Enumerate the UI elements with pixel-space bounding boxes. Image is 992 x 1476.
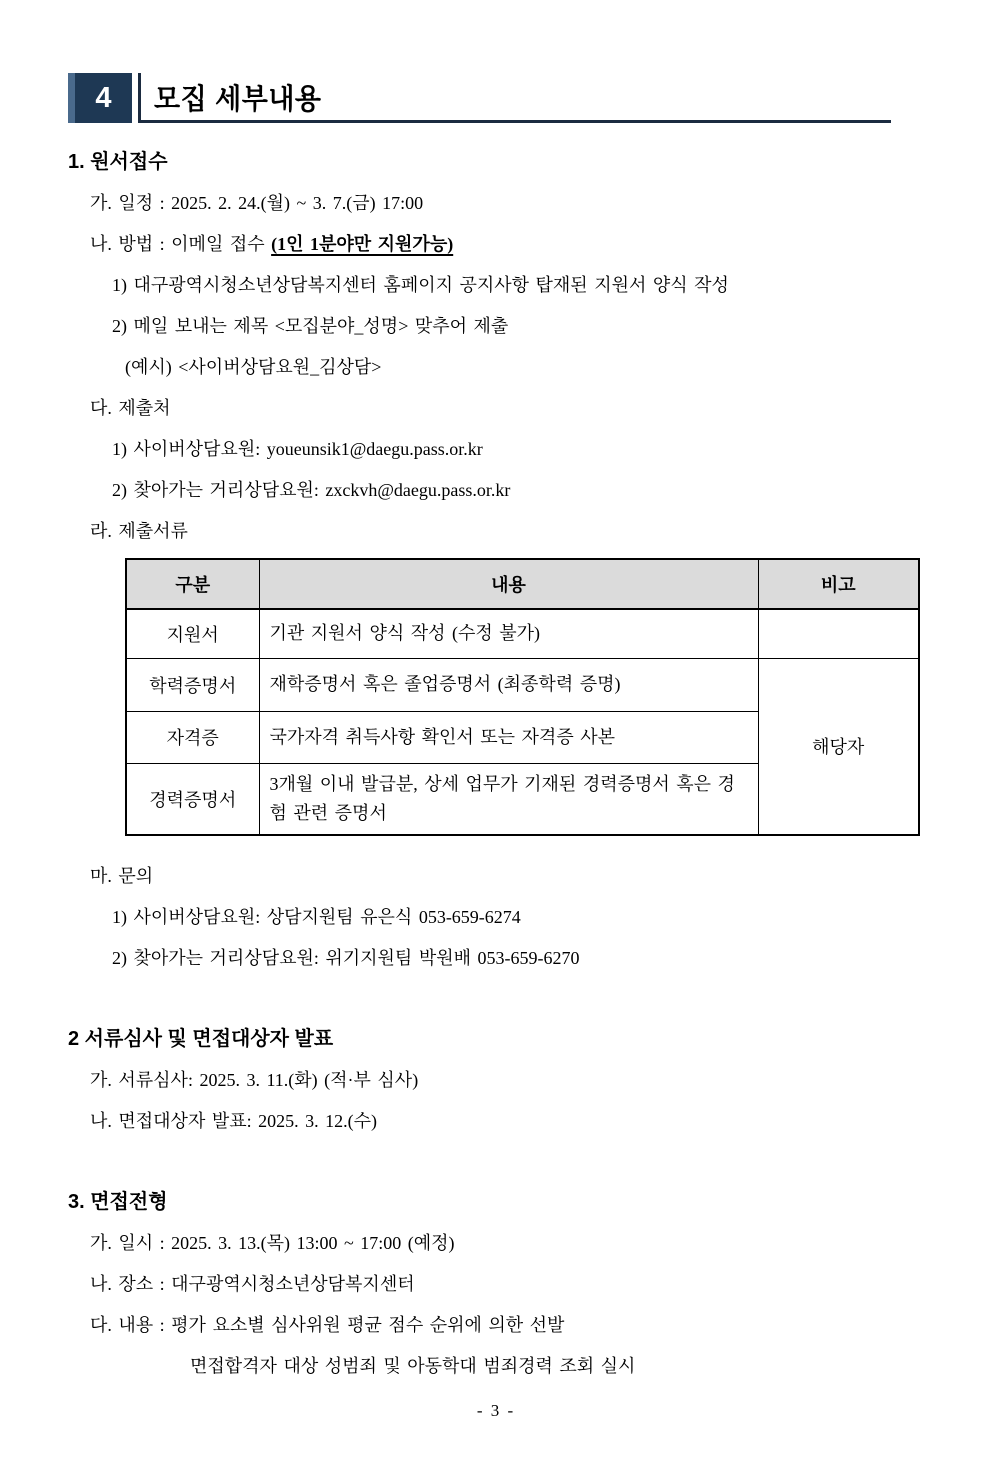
- table-row-education: [126, 658, 919, 711]
- line-method-sub2: 2) 메일 보내는 제목 <모집분야_성명> 맞추어 제출: [112, 316, 509, 336]
- cell-content: 3개월 이내 발급분, 상세 업무가 기재된 경력증명서 혹은 경험 관련 증명서: [259, 763, 758, 835]
- documents-table: [125, 558, 920, 836]
- line-inquiry-street: 2) 찾아가는 거리상담요원: 위기지원팀 박원배 053-659-6270: [112, 947, 580, 968]
- line-interview-place: 나. 장소 : 대구광역시청소년상담복지센터: [90, 1273, 415, 1294]
- line-inquiry-cyber: 1) 사이버상담요원: 상담지원팀 유은식 053-659-6274: [112, 906, 521, 927]
- section-banner-title: 모집 세부내용: [154, 83, 322, 115]
- cell-category: 학력증명서: [126, 658, 259, 711]
- cell-content: 기관 지원서 양식 작성 (수정 불가): [259, 609, 758, 658]
- cell-note-merged: 해당자: [758, 658, 919, 835]
- line-interview-content: 다. 내용 : 평가 요소별 심사위원 평균 점수 순위에 의한 선발: [90, 1314, 565, 1335]
- line-schedule: 가. 일정 : 2025. 2. 24.(월) ~ 3. 7.(금) 17:00: [90, 193, 424, 213]
- col-header-content: 내용: [259, 559, 758, 609]
- line-email-street: 2) 찾아가는 거리상담요원: zxckvh@daegu.pass.or.kr: [112, 480, 511, 500]
- table-header-row: [126, 559, 919, 609]
- line-interview-datetime: 가. 일시 : 2025. 3. 13.(목) 13:00 ~ 17:00 (예정): [90, 1232, 455, 1253]
- col-header-note: 비고: [758, 559, 919, 609]
- documents-table-wrap: [125, 558, 918, 836]
- table-row-application: [126, 609, 919, 658]
- section-banner: [68, 73, 891, 123]
- line-inquiry: 마. 문의: [90, 865, 154, 886]
- line-interview-announce: 나. 면접대상자 발표: 2025. 3. 12.(수): [90, 1110, 377, 1131]
- page-number: - 3 -: [476, 1400, 516, 1420]
- line-method-example: (예시) <사이버상담요원_김상담>: [125, 357, 382, 377]
- section-banner-rule: [138, 73, 891, 123]
- cell-category: 자격증: [126, 711, 259, 763]
- line-method-sub1: 1) 대구광역시청소년상담복지센터 홈페이지 공지사항 탑재된 지원서 양식 작성: [112, 275, 729, 295]
- line-submit-to: 다. 제출처: [90, 398, 171, 418]
- section-number-badge: 4: [68, 73, 132, 123]
- line-interview-content-cont: 면접합격자 대상 성범죄 및 아동학대 범죄경력 조회 실시: [190, 1355, 636, 1376]
- heading-screening: 2 서류심사 및 면접대상자 발표: [68, 1027, 334, 1050]
- col-header-category: 구분: [126, 559, 259, 609]
- cell-content: 국가자격 취득사항 확인서 또는 자격증 사본: [259, 711, 758, 763]
- document-page: [0, 73, 992, 1476]
- line-doc-screening: 가. 서류심사: 2025. 3. 11.(화) (적·부 심사): [90, 1069, 419, 1090]
- line-documents: 라. 제출서류: [90, 521, 188, 541]
- cell-note: [758, 609, 919, 658]
- line-email-cyber: 1) 사이버상담요원: youeunsik1@daegu.pass.or.kr: [112, 439, 483, 459]
- document-body: [0, 150, 992, 1379]
- line-method-restriction: (1인 1분야만 지원가능): [271, 234, 454, 254]
- cell-category: 지원서: [126, 609, 259, 658]
- cell-content: 재학증명서 혹은 졸업증명서 (최종학력 증명): [259, 658, 758, 711]
- cell-category: 경력증명서: [126, 763, 259, 835]
- line-method: [90, 232, 918, 257]
- line-method-prefix: 나. 방법 : 이메일 접수: [90, 234, 272, 254]
- heading-application: 1. 원서접수: [68, 151, 168, 173]
- heading-interview: 3. 면접전형: [68, 1190, 168, 1213]
